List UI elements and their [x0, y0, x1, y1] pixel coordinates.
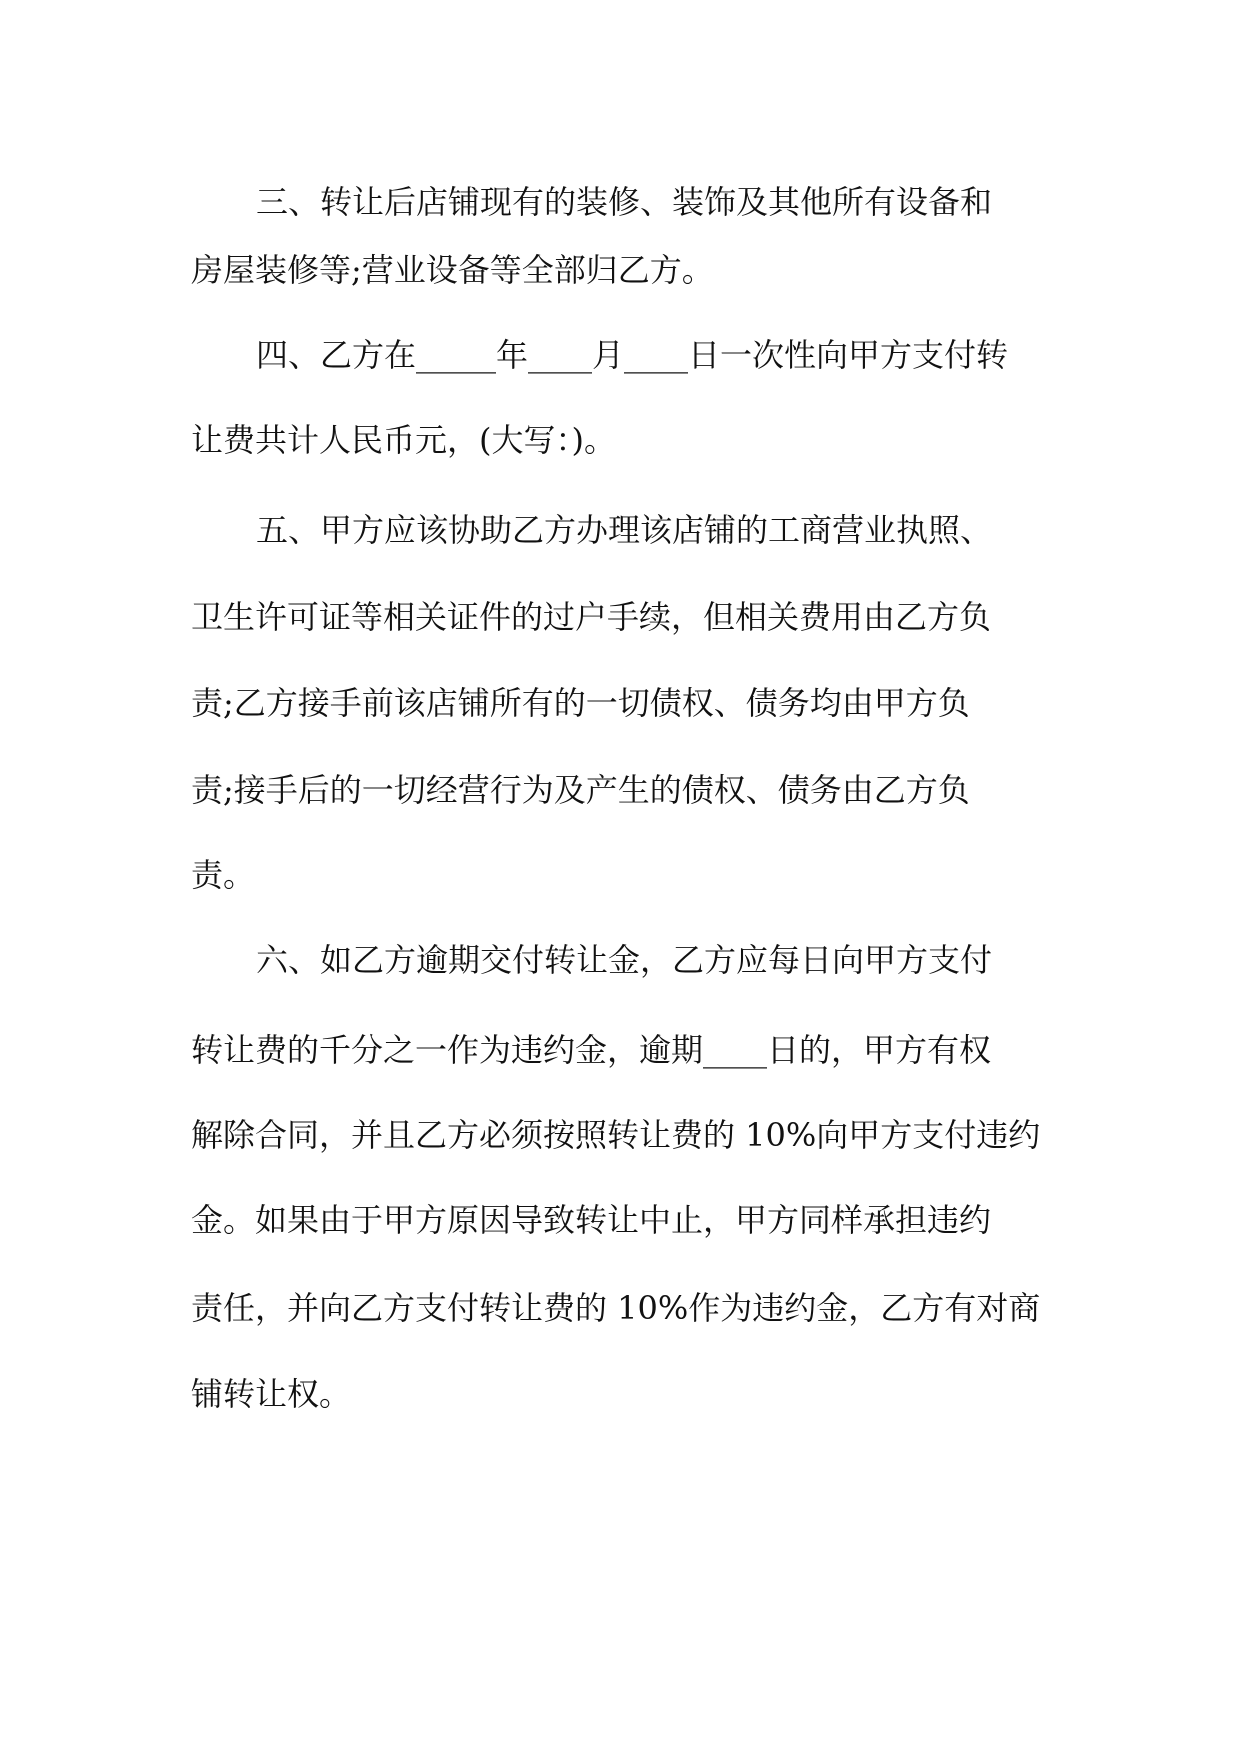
clause-4-line-1: 四、乙方在_____年____月____日一次性向甲方支付转: [256, 336, 1009, 374]
clause-3-line-2: 房屋装修等;营业设备等全部归乙方。: [191, 251, 714, 289]
clause-5-line-2: 卫生许可证等相关证件的过户手续，但相关费用由乙方负: [191, 598, 992, 636]
clause-6-line-3: 解除合同，并且乙方必须按照转让费的 10%向甲方支付违约: [191, 1116, 1041, 1154]
clause-6-line-4: 金。如果由于甲方原因导致转让中止，甲方同样承担违约: [191, 1201, 992, 1239]
clause-3-line-1: 三、转让后店铺现有的装修、装饰及其他所有设备和: [256, 183, 993, 221]
clause-6-line-6: 铺转让权。: [191, 1375, 352, 1413]
clause-5-line-1: 五、甲方应该协助乙方办理该店铺的工商营业执照、: [256, 511, 993, 549]
clause-5-line-4: 责;接手后的一切经营行为及产生的债权、债务由乙方负: [191, 771, 970, 809]
clause-4-line-2: 让费共计人民币元，(大写：)。: [191, 421, 616, 459]
clause-5-line-5: 责。: [191, 856, 256, 894]
clause-6-line-1: 六、如乙方逾期交付转让金，乙方应每日向甲方支付: [256, 941, 993, 979]
clause-5-line-3: 责;乙方接手前该店铺所有的一切债权、债务均由甲方负: [191, 684, 970, 722]
clause-6-line-5: 责任，并向乙方支付转让费的 10%作为违约金，乙方有对商: [191, 1289, 1041, 1327]
clause-6-line-2: 转让费的千分之一作为违约金，逾期____日的，甲方有权: [191, 1031, 992, 1069]
